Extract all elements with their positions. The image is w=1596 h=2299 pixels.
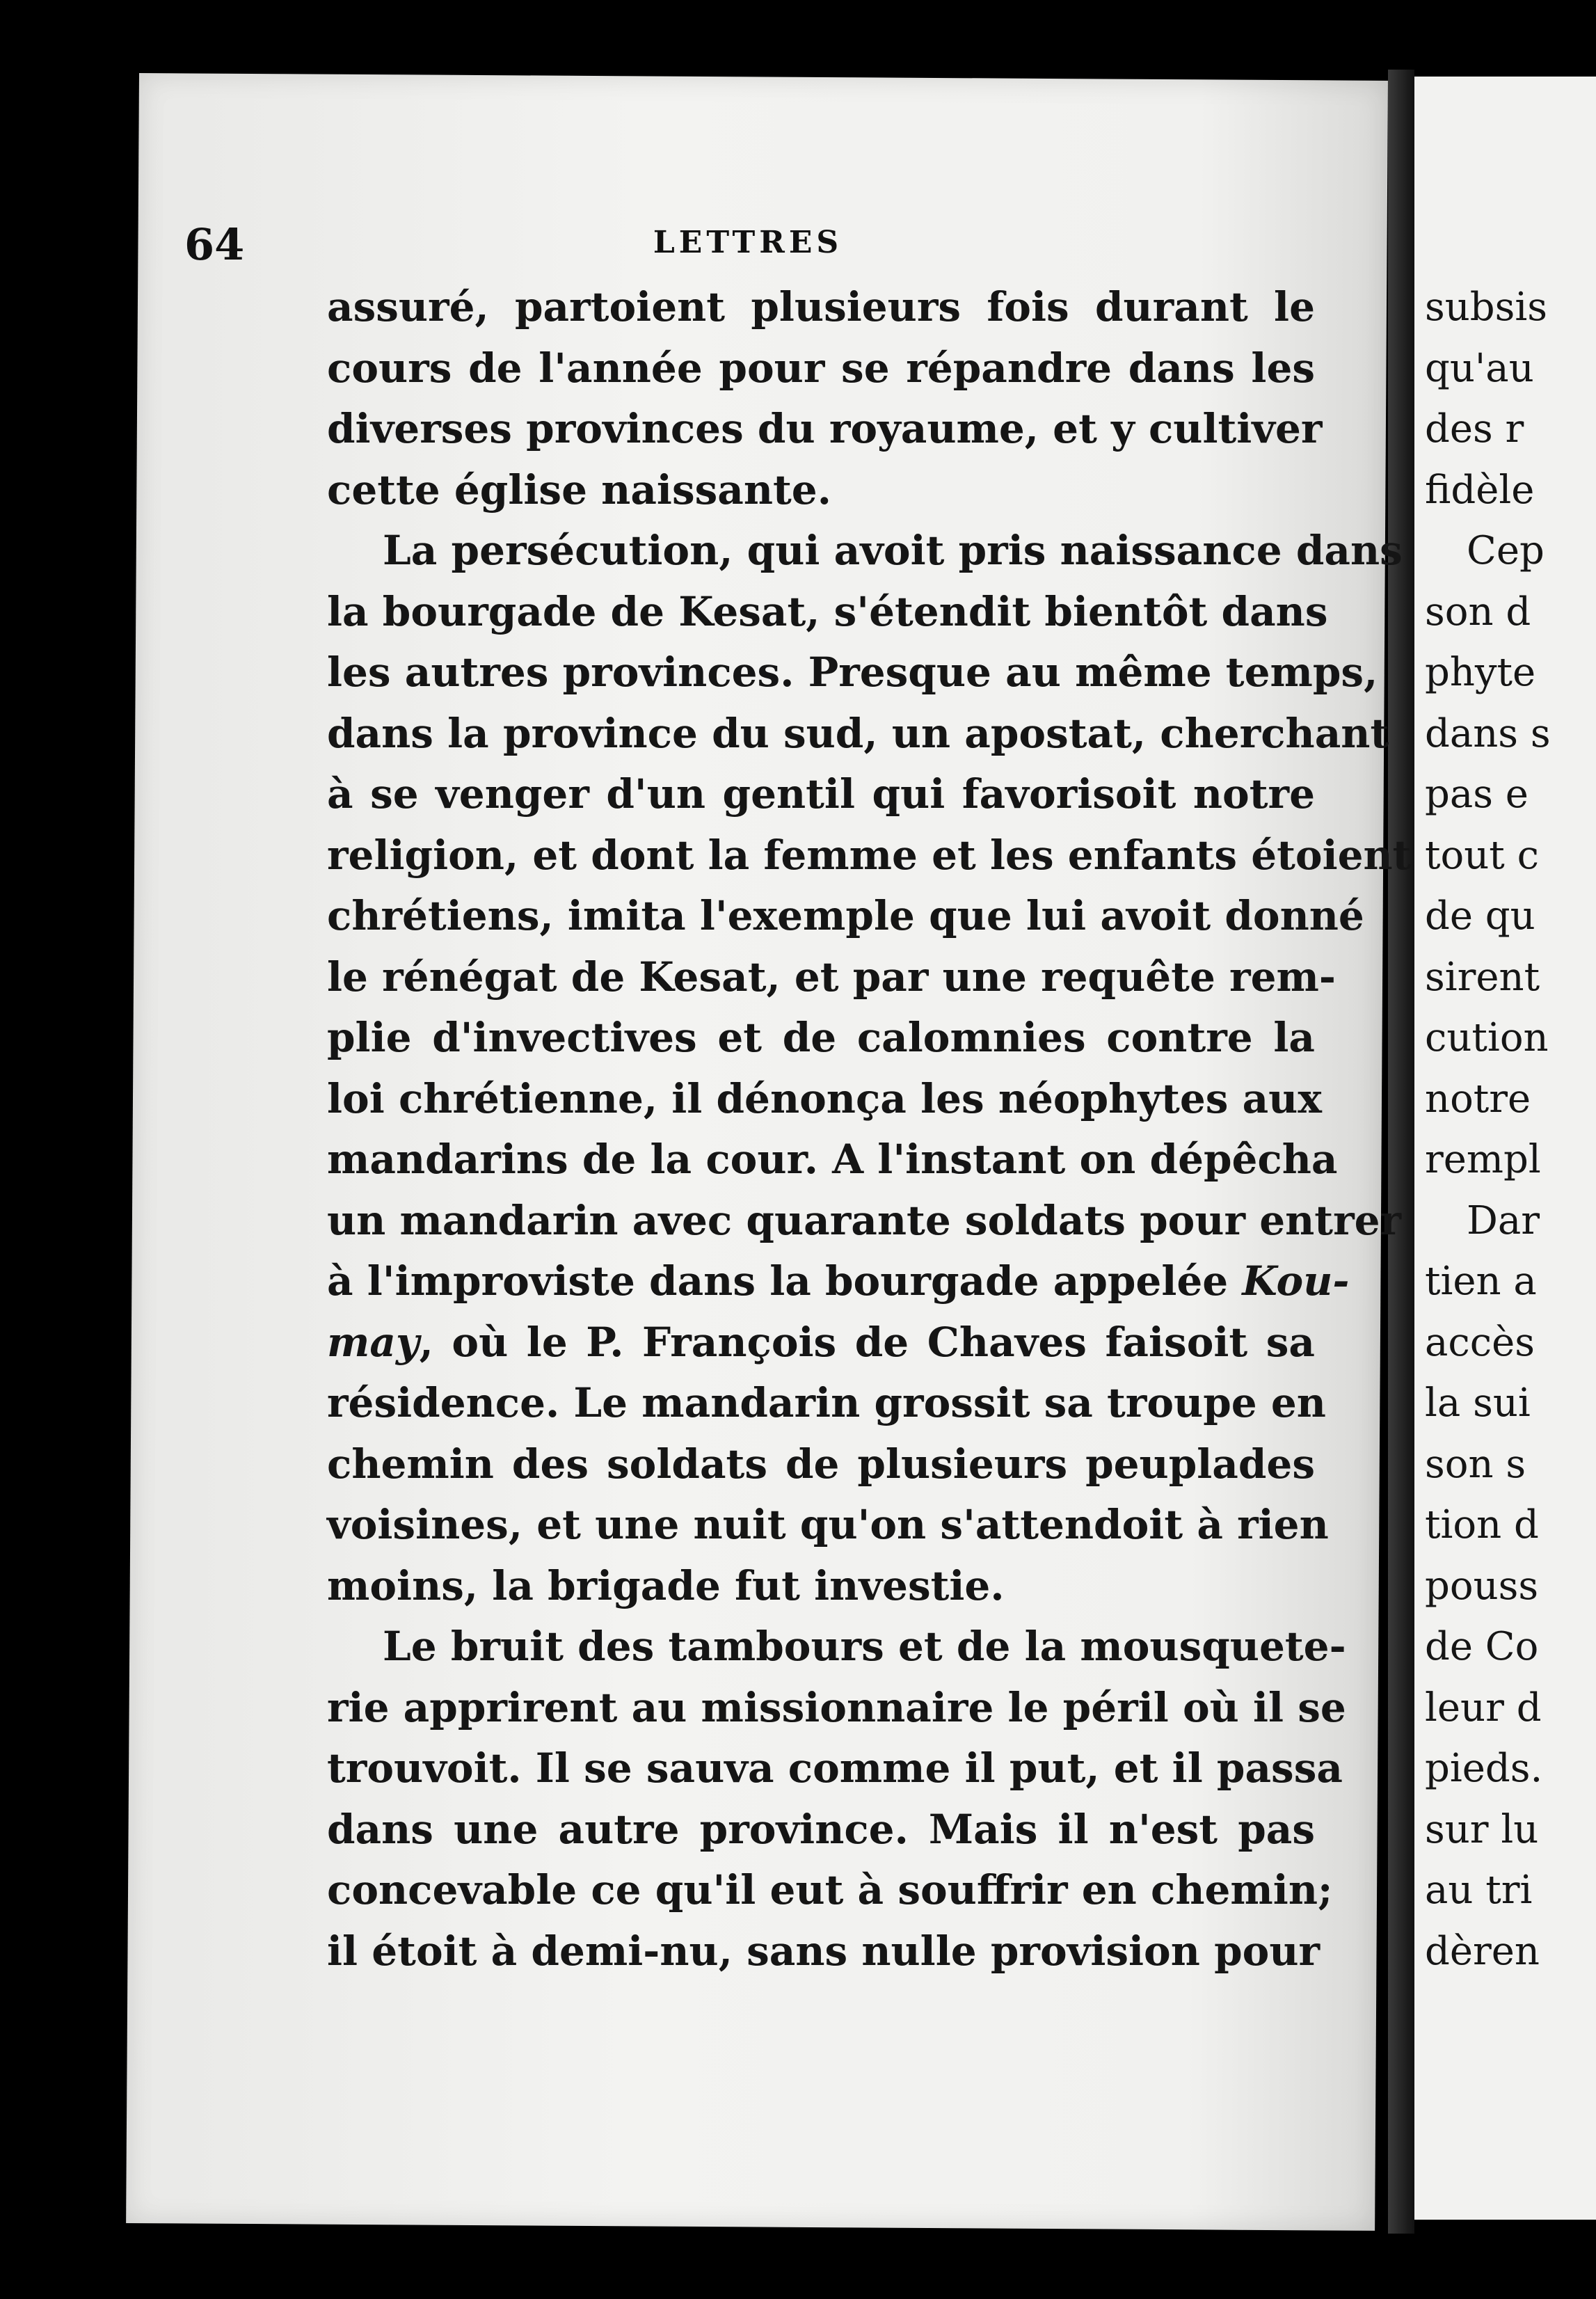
text-line (327, 1251, 1350, 1312)
line-text: voisines, et une nuit qu'on s'attendoit à rien (327, 1501, 1329, 1548)
line-text: La persécution, qui avoit pris naissance dans (383, 527, 1403, 574)
right-page-line: Cep (1467, 528, 1545, 573)
page-header (184, 219, 1311, 275)
line-text: religion, et dont la femme et les enfants étoient (327, 831, 1412, 879)
right-page-line: accès (1425, 1319, 1535, 1365)
text-line (327, 1556, 1315, 1617)
line-text: dans la province du sud, un apostat, cherchant (327, 709, 1389, 757)
line-text: le rénégat de Kesat, et par une requête rem- (327, 953, 1336, 1001)
text-line (327, 1191, 1402, 1252)
text-line (327, 1312, 1315, 1374)
right-page-line: dèren (1425, 1928, 1540, 1974)
right-page-line: pouss (1425, 1563, 1539, 1609)
line-text: à l'improviste dans la bourgade appelée (327, 1257, 1229, 1305)
line-text: moins, la brigade fut investie. (327, 1561, 1005, 1609)
italic-word: may (327, 1318, 420, 1366)
text-line (327, 1616, 1346, 1678)
right-page-line: au tri (1425, 1868, 1533, 1913)
right-page-line: sirent (1425, 954, 1540, 1000)
line-text: diverses provinces du royaume, et y cultiver (327, 405, 1323, 452)
text-line (327, 703, 1389, 765)
line-text: un mandarin avec quarante soldats pour entrer (327, 1196, 1402, 1244)
line-text: chemin des soldats de plusieurs peuplades (327, 1440, 1315, 1488)
right-page-text (1425, 277, 1596, 1982)
text-line (327, 1860, 1333, 1921)
text-line (327, 1921, 1320, 1982)
line-text: la bourgade de Kesat, s'étendit bientôt dans (327, 587, 1328, 635)
text-line (327, 1069, 1322, 1130)
line-text: résidence. Le mandarin grossit sa troupe en (327, 1379, 1326, 1426)
text-line (327, 642, 1378, 703)
text-line (327, 1495, 1329, 1556)
line-text: chrétiens, imita l'exemple que lui avoit donné (327, 892, 1364, 939)
line-text: Le bruit des tambours et de la mousquete- (383, 1623, 1346, 1670)
right-page-line: la sui (1425, 1381, 1531, 1426)
body-text (327, 277, 1412, 1982)
text-line (327, 1129, 1338, 1191)
right-page-line: phyte (1425, 650, 1536, 695)
line-text: concevable ce qu'il eut à souffrir en chemin; (327, 1866, 1333, 1914)
right-page-line: subsis (1425, 285, 1548, 330)
right-page-line: fidèle (1425, 467, 1535, 513)
text-line (327, 764, 1315, 825)
right-page-line: de Co (1425, 1624, 1539, 1669)
text-line (327, 460, 1315, 521)
line-text: plie d'invectives et de calomnies contre la (327, 1014, 1315, 1061)
text-line (327, 1678, 1346, 1739)
right-page-line: tion d (1425, 1502, 1539, 1548)
book-gutter (1388, 70, 1414, 2234)
text-line (327, 825, 1412, 886)
text-line (327, 886, 1364, 947)
text-line (327, 520, 1403, 582)
text-line (327, 399, 1323, 460)
right-page-line: sur lu (1425, 1806, 1539, 1852)
text-line (327, 1738, 1343, 1799)
page-number: 64 (184, 219, 245, 270)
text-line (327, 277, 1315, 338)
right-page-line: pieds. (1425, 1746, 1543, 1791)
line-text: à se venger d'un gentil qui favorisoit notre (327, 770, 1315, 818)
right-page-line: tien a (1425, 1259, 1537, 1304)
line-text: les autres provinces. Presque au même temps, (327, 649, 1378, 696)
right-page-line: tout c (1425, 832, 1539, 878)
right-page-line: qu'au (1425, 345, 1534, 391)
line-text: rie apprirent au missionnaire le péril où il se (327, 1683, 1346, 1731)
line-text: , où le P. François de Chaves faisoit sa (419, 1318, 1315, 1366)
right-page-line: son d (1425, 589, 1531, 635)
right-page-line: des r (1425, 406, 1524, 452)
right-page-line: pas e (1425, 772, 1529, 817)
text-line (327, 582, 1328, 643)
line-text: cours de l'année pour se répandre dans les (327, 344, 1315, 392)
right-page-line: leur d (1425, 1685, 1542, 1731)
right-page-line: son s (1425, 1441, 1526, 1487)
line-text: trouvoit. Il se sauva comme il put, et il passa (327, 1744, 1343, 1792)
line-text: mandarins de la cour. A l'instant on dépêcha (327, 1136, 1338, 1183)
running-head: LETTRES (653, 225, 843, 260)
text-line (327, 338, 1315, 399)
line-text: loi chrétienne, il dénonça les néophytes aux (327, 1074, 1322, 1122)
right-page-line: rempl (1425, 1137, 1541, 1182)
italic-word: Kou- (1242, 1257, 1350, 1305)
line-text: il étoit à demi-nu, sans nulle provision pour (327, 1927, 1320, 1975)
right-page-line: cution (1425, 1015, 1549, 1060)
text-line (327, 1373, 1326, 1434)
line-text: assuré, partoient plusieurs fois durant le (327, 283, 1315, 331)
text-line (327, 1799, 1315, 1861)
line-text: cette église naissante. (327, 466, 831, 514)
right-page-line: de qu (1425, 893, 1535, 939)
right-page-line: notre (1425, 1076, 1531, 1122)
text-line (327, 1434, 1315, 1495)
line-text: dans une autre province. Mais il n'est pas (327, 1805, 1315, 1853)
text-line (327, 1008, 1315, 1069)
right-page-line: dans s (1425, 710, 1551, 756)
text-line (327, 947, 1336, 1008)
right-page-line: Dar (1467, 1198, 1540, 1243)
